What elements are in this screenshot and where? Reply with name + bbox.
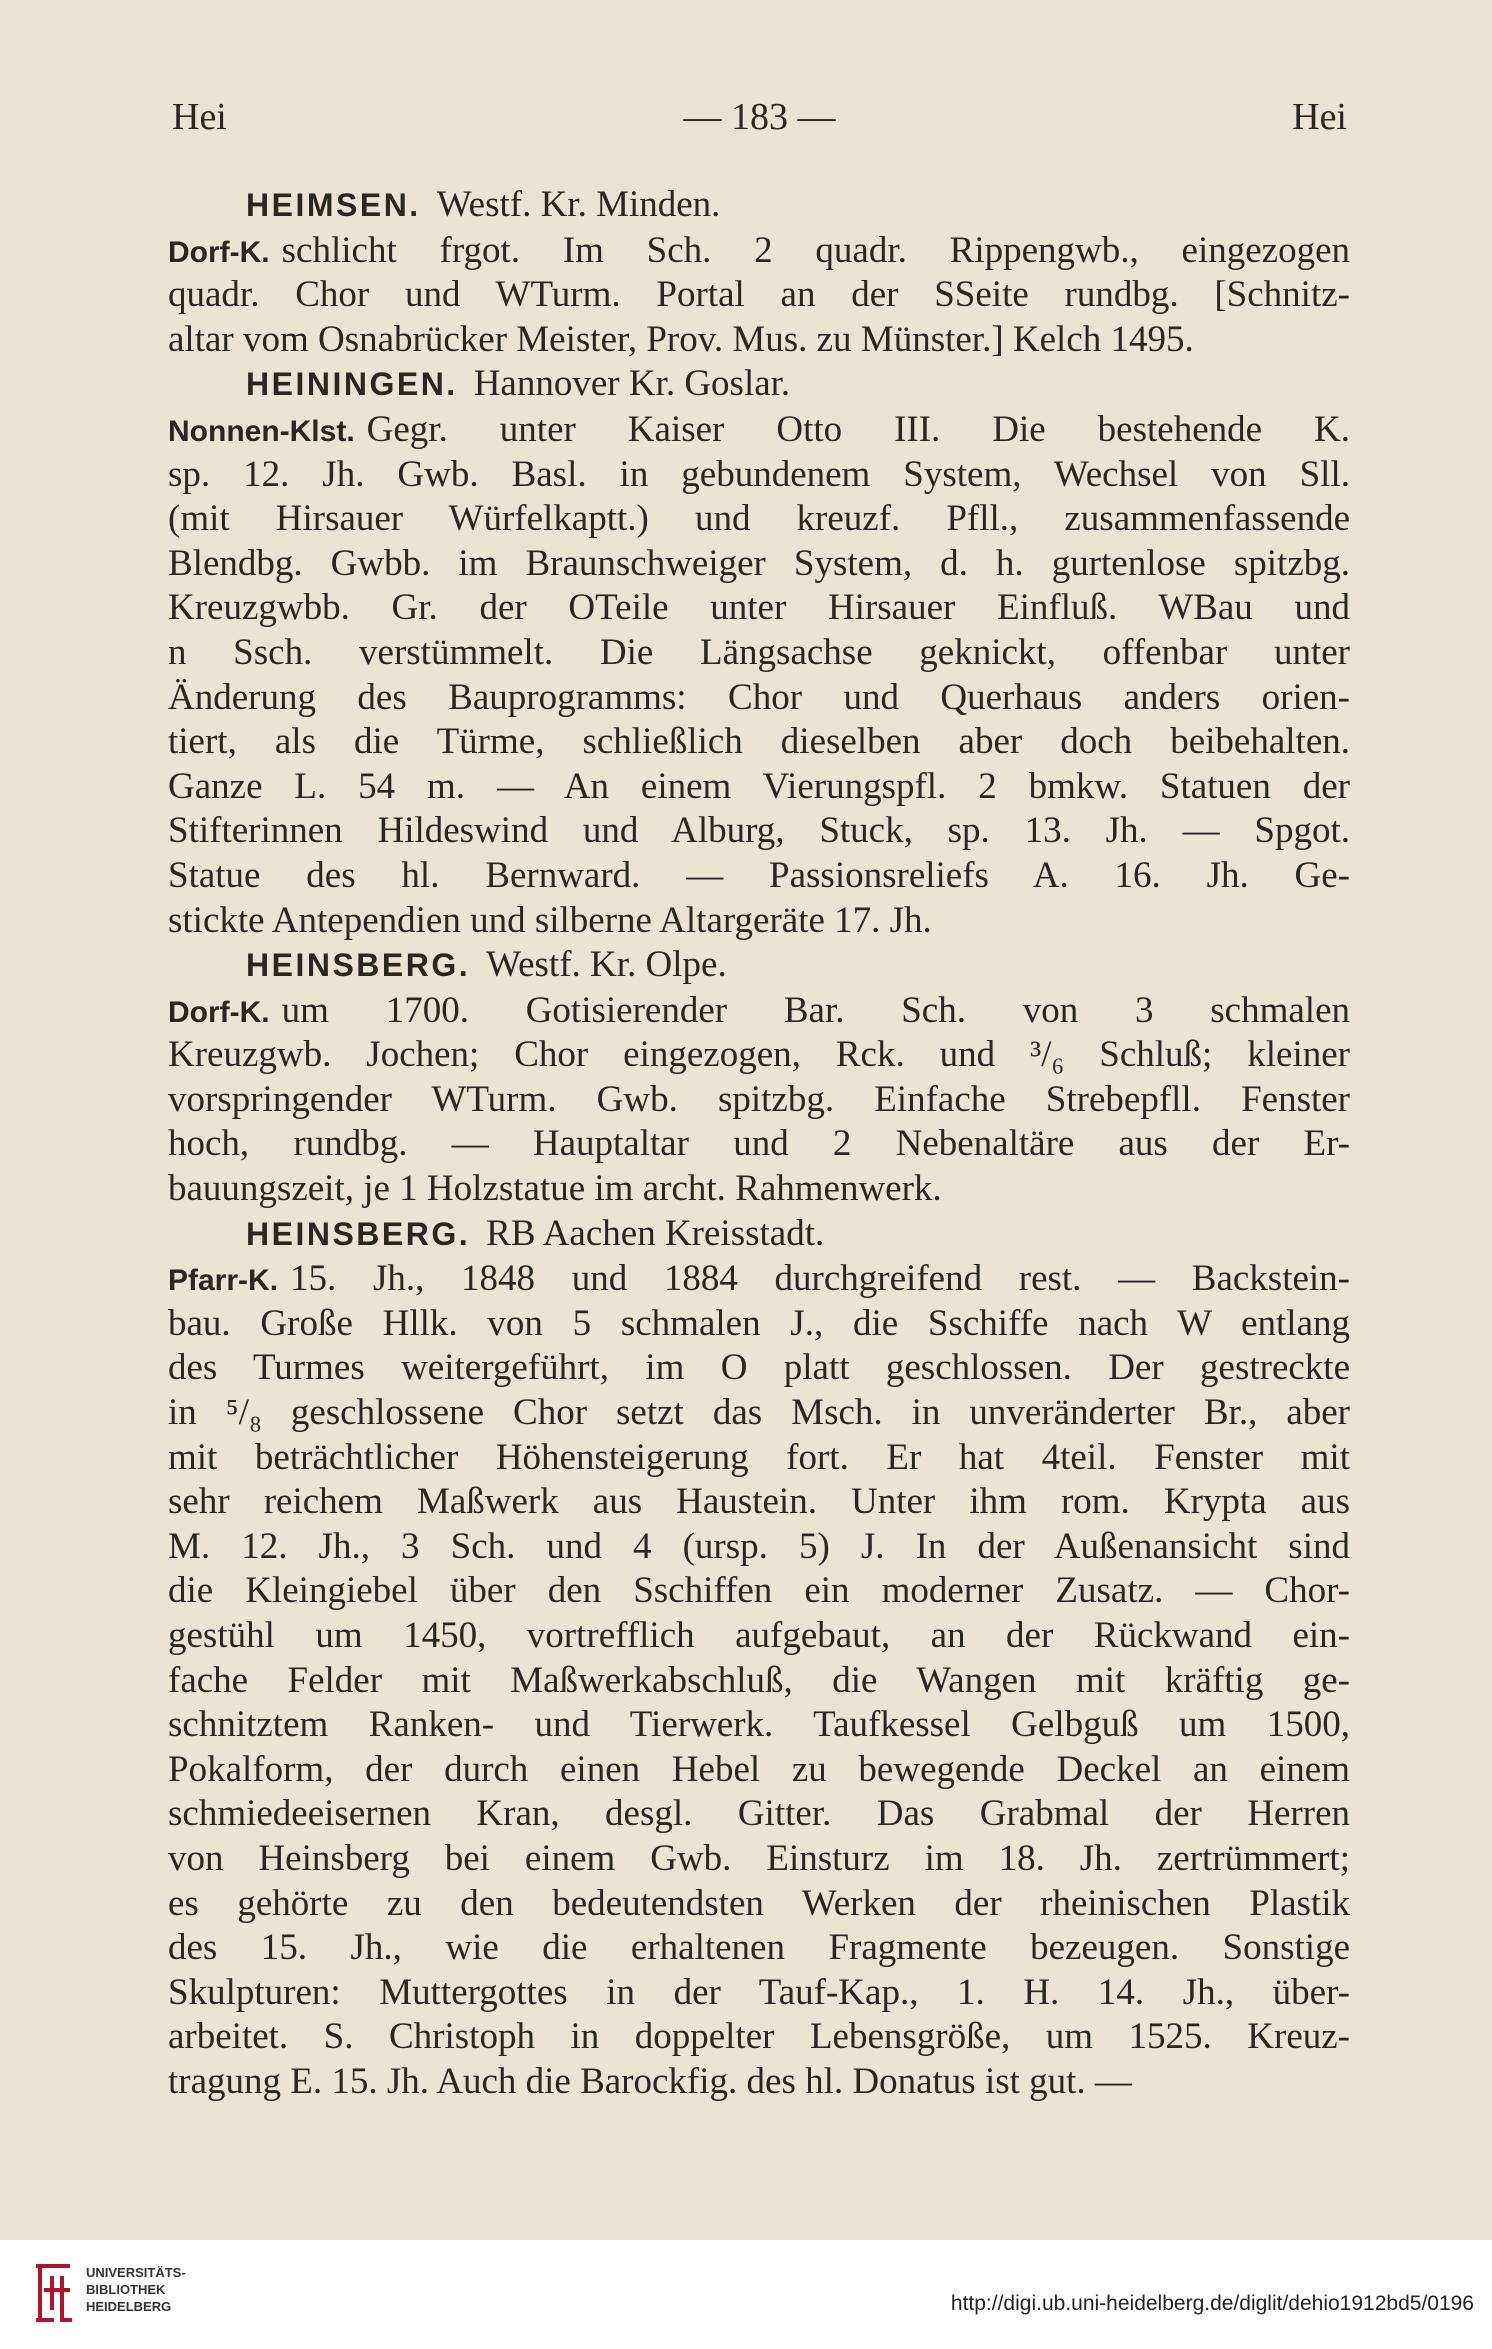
text-line: hoch, rundbg. — Hauptaltar und 2 Nebenaltäre aus der Er- — [168, 1123, 1350, 1165]
building-type-label: Pfarr-K. — [168, 1264, 279, 1298]
permalink-url[interactable]: http://digi.ub.uni-heidelberg.de/diglit/dehio1912bd5/0196 — [950, 2292, 1474, 2315]
header-right-keyword: Hei — [1292, 96, 1347, 138]
header-left-keyword: Hei — [172, 96, 227, 138]
entry-location: RB Aachen Kreisstadt. — [486, 1212, 825, 1254]
entry-location: Hannover Kr. Goslar. — [473, 363, 791, 405]
entry-heading — [168, 362, 1350, 407]
entry — [168, 943, 1350, 1212]
text-line: von Heinsberg bei einem Gwb. Einsturz im 18. Jh. zertrümmert; — [168, 1837, 1350, 1879]
text-line: arbeitet. S. Christoph in doppelter Lebensgröße, um 1525. Kreuz- — [168, 2016, 1350, 2058]
text-line: Ganze L. 54 m. — An einem Vierungspfl. 2 bmkw. Statuen der — [168, 765, 1350, 807]
text-line: Kreuzgwbb. Gr. der OTeile unter Hirsauer Einfluß. WBau und — [168, 587, 1350, 629]
text-line: sehr reichem Maßwerk aus Haustein. Unter ihm rom. Krypta aus — [168, 1481, 1350, 1523]
text-line: Skulpturen: Muttergottes in der Tauf-Kap., 1. H. 14. Jh., über- — [168, 1971, 1350, 2013]
text-line: fache Felder mit Maßwerkabschluß, die Wangen mit kräftig ge- — [168, 1659, 1350, 1701]
library-name-line1: UNIVERSITÄTS- — [86, 2265, 186, 2280]
text-line: schmiedeeisernen Kran, desgl. Gitter. Das Grabmal der Herren — [168, 1793, 1350, 1835]
text-line: es gehörte zu den bedeutendsten Werken der rheinischen Plastik — [168, 1882, 1350, 1924]
page-number: — 183 — — [683, 96, 836, 138]
running-header — [172, 95, 1347, 145]
library-name-line3: HEIDELBERG — [86, 2299, 172, 2314]
text-line: Statue des hl. Bernward. — Passionsreliefs A. 16. Jh. Ge- — [168, 854, 1350, 896]
viewer-footer — [0, 2240, 1492, 2349]
building-type-label: Dorf-K. — [168, 235, 270, 269]
entry-heading — [168, 943, 1350, 988]
page-body — [168, 183, 1350, 2105]
text-line: in ⁵/₈ geschlossene Chor setzt das Msch. in unveränderter Br., aber — [168, 1392, 1350, 1434]
entry — [168, 1212, 1350, 2105]
text-line: bau. Große Hllk. von 5 schmalen J., die Sschiffe nach W entlang — [168, 1302, 1350, 1344]
headword: HEINSBERG. — [246, 1215, 471, 1252]
entry — [168, 362, 1350, 943]
text-line: Pfarr-K. 15. Jh., 1848 und 1884 durchgreifend rest. — Backstein- — [168, 1258, 1350, 1300]
text-line: Dorf-K. schlicht frgot. Im Sch. 2 quadr. Rippengwb., eingezogen — [168, 229, 1350, 271]
text-line: quadr. Chor und WTurm. Portal an der SSeite rundbg. [Schnitz- — [168, 274, 1350, 316]
text-line: (mit Hirsauer Würfelkaptt.) und kreuzf. Pfll., zusammenfassende — [168, 498, 1350, 540]
building-type-label: Dorf-K. — [168, 995, 270, 1029]
text-line: Änderung des Bauprogramms: Chor und Querhaus anders orien- — [168, 676, 1350, 718]
building-type-label: Nonnen-Klst. — [168, 414, 355, 448]
text-line: bauungszeit, je 1 Holzstatue im archt. Rahmenwerk. — [168, 1168, 942, 1210]
text-line: tiert, als die Türme, schließlich dieselben aber doch beibehalten. — [168, 721, 1350, 763]
entry — [168, 183, 1350, 362]
text-line: gestühl um 1450, vortrefflich aufgebaut, an der Rückwand ein- — [168, 1615, 1350, 1656]
headword: HEININGEN. — [246, 366, 458, 403]
text-line: vorspringender WTurm. Gwb. spitzbg. Einfache Strebepfll. Fenster — [168, 1078, 1350, 1120]
text-line: Stifterinnen Hildeswind und Alburg, Stuck, sp. 13. Jh. — Spgot. — [168, 810, 1350, 852]
library-name — [86, 2264, 186, 2315]
text-line: des Turmes weitergeführt, im O platt geschlossen. Der gestreckte — [168, 1347, 1350, 1389]
text-line: die Kleingiebel über den Sschiffen ein moderner Zusatz. — Chor- — [168, 1570, 1350, 1612]
library-name-line2: BIBLIOTHEK — [86, 2282, 166, 2297]
text-line: schnitztem Ranken- und Tierwerk. Taufkessel Gelbguß um 1500, — [168, 1704, 1350, 1746]
text-line: Blendbg. Gwbb. im Braunschweiger System, d. h. gurtenlose spitzbg. — [168, 542, 1350, 584]
entry-location: Westf. Kr. Olpe. — [486, 944, 727, 986]
text-line: Dorf-K. um 1700. Gotisierender Bar. Sch. von 3 schmalen — [168, 989, 1350, 1031]
text-line: stickte Antependien und silberne Altargeräte 17. Jh. — [168, 899, 932, 941]
entry-location: Westf. Kr. Minden. — [436, 184, 721, 225]
text-line: altar vom Osnabrücker Meister, Prov. Mus. zu Münster.] Kelch 1495. — [168, 318, 1194, 360]
entry-heading — [168, 1212, 1350, 1257]
text-line: Kreuzgwb. Jochen; Chor eingezogen, Rck. und ³/₆ Schluß; kleiner — [168, 1034, 1350, 1076]
text-line: Nonnen-Klst. Gegr. unter Kaiser Otto III. Die bestehende K. — [168, 408, 1350, 450]
headword: HEIMSEN. — [246, 187, 421, 223]
headword: HEINSBERG. — [246, 947, 471, 984]
text-line: n Ssch. verstümmelt. Die Längsachse geknickt, offenbar unter — [168, 631, 1350, 673]
text-line: des 15. Jh., wie die erhaltenen Fragmente bezeugen. Sonstige — [168, 1927, 1350, 1969]
text-line: mit beträchtlicher Höhensteigerung fort. Er hat 4teil. Fenster mit — [168, 1436, 1350, 1478]
entry-heading — [168, 183, 1350, 228]
text-line: Pokalform, der durch einen Hebel zu bewegende Deckel an einem — [168, 1748, 1350, 1790]
text-line: sp. 12. Jh. Gwb. Basl. in gebundenem System, Wechsel von Sll. — [168, 453, 1350, 495]
text-line: tragung E. 15. Jh. Auch die Barockfig. des hl. Donatus ist gut. — — [168, 2060, 1132, 2102]
text-line: M. 12. Jh., 3 Sch. und 4 (ursp. 5) J. In der Außenansicht sind — [168, 1525, 1350, 1567]
university-logo-icon — [30, 2260, 76, 2326]
